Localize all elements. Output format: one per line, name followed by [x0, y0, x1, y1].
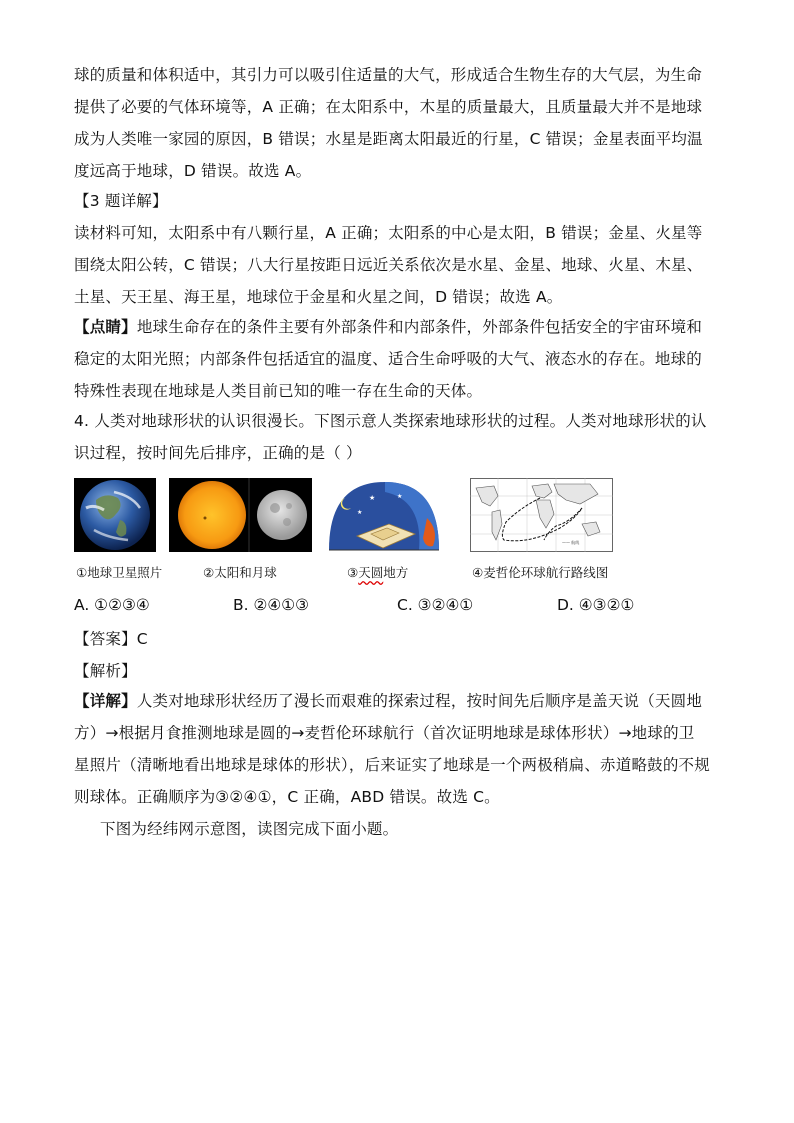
text-line: 星照片（清晰地看出地球是球体的形状），后来证实了地球是一个两极稍扁、赤道略鼓的不规: [74, 756, 710, 774]
caption-3-number: ③: [347, 565, 359, 580]
detail-tag: 【详解】: [74, 692, 137, 710]
next-question-intro: 下图为经纬网示意图，读图完成下面小题。: [100, 820, 399, 838]
caption-3-rest: 地方: [383, 565, 409, 580]
text-line: [74, 316, 702, 338]
dianjing-tag: 【点睛】: [74, 318, 137, 336]
question-4-stem: 4. 人类对地球形状的认识很漫长。下图示意人类探索地球形状的过程。人类对地球形状的认: [74, 412, 707, 430]
text-line: 成为人类唯一家园的原因，B 错误；水星是距离太阳最近的行星，C 错误；金星表面平均温: [74, 130, 703, 148]
text-line: 稳定的太阳光照；内部条件包括适宜的温度、适合生命呼吸的大气、液态水的存在。地球的: [74, 350, 703, 368]
svg-text:—— 航线: —— 航线: [562, 540, 580, 545]
figure-caption-1: ①地球卫星照片: [76, 565, 163, 580]
option-a: A. ①②③④: [74, 596, 150, 614]
text-line: 则球体。正确顺序为③②④①，C 正确，ABD 错误。故选 C。: [74, 788, 500, 806]
svg-text:★: ★: [369, 494, 376, 502]
text-line: 读材料可知，太阳系中有八颗行星，A 正确；太阳系的中心是太阳，B 错误；金星、火星等: [74, 224, 703, 242]
text-line: 识过程，按时间先后排序，正确的是（ ）: [74, 444, 362, 462]
detail-text: 人类对地球形状经历了漫长而艰难的探索过程，按时间先后顺序是盖天说（天圆地: [136, 692, 703, 710]
magellan-route-map: [470, 478, 613, 552]
svg-text:★: ★: [357, 509, 363, 516]
dianjing-text: 地球生命存在的条件主要有外部条件和内部条件，外部条件包括安全的宇宙环境和: [136, 318, 703, 336]
caption-3-term: 天圆: [358, 565, 384, 580]
figure-caption-3: [347, 563, 408, 581]
sun-and-moon-image: [169, 478, 312, 552]
text-line: 球的质量和体积适中，其引力可以吸引住适量的大气，形成适合生物生存的大气层，为生命: [74, 66, 703, 84]
option-c: C. ③②④①: [397, 596, 474, 614]
text-line: 围绕太阳公转，C 错误；八大行星按距日远近关系依次是水星、金星、地球、火星、木星、: [74, 256, 703, 274]
round-sky-square-earth-diagram: [327, 478, 440, 552]
option-d: D. ④③②①: [557, 596, 635, 614]
option-b: B. ②④①③: [233, 596, 310, 614]
analysis-header: 【解析】: [74, 662, 137, 680]
text-line: 度远高于地球，D 错误。故选 A。: [74, 162, 312, 180]
figure-caption-4: ④麦哲伦环球航行路线图: [472, 565, 609, 580]
figure-caption-2: ②太阳和月球: [203, 565, 277, 580]
svg-text:★: ★: [397, 493, 403, 500]
text-line: 方）→根据月食推测地球是圆的→麦哲伦环球航行（首次证明地球是球体形状）→地球的卫: [74, 724, 695, 742]
section-header-q3: 【3 题详解】: [74, 192, 168, 210]
answer-line: 【答案】C: [74, 630, 148, 648]
earth-satellite-photo: [74, 478, 156, 552]
text-line: 土星、天王星、海王星，地球位于金星和火星之间，D 错误；故选 A。: [74, 288, 563, 306]
text-line: [74, 690, 702, 712]
text-line: 提供了必要的气体环境等，A 正确；在太阳系中，木星的质量最大，且质量最大并不是地球: [74, 98, 703, 116]
text-line: 特殊性表现在地球是人类目前已知的唯一存在生命的天体。: [74, 382, 483, 400]
